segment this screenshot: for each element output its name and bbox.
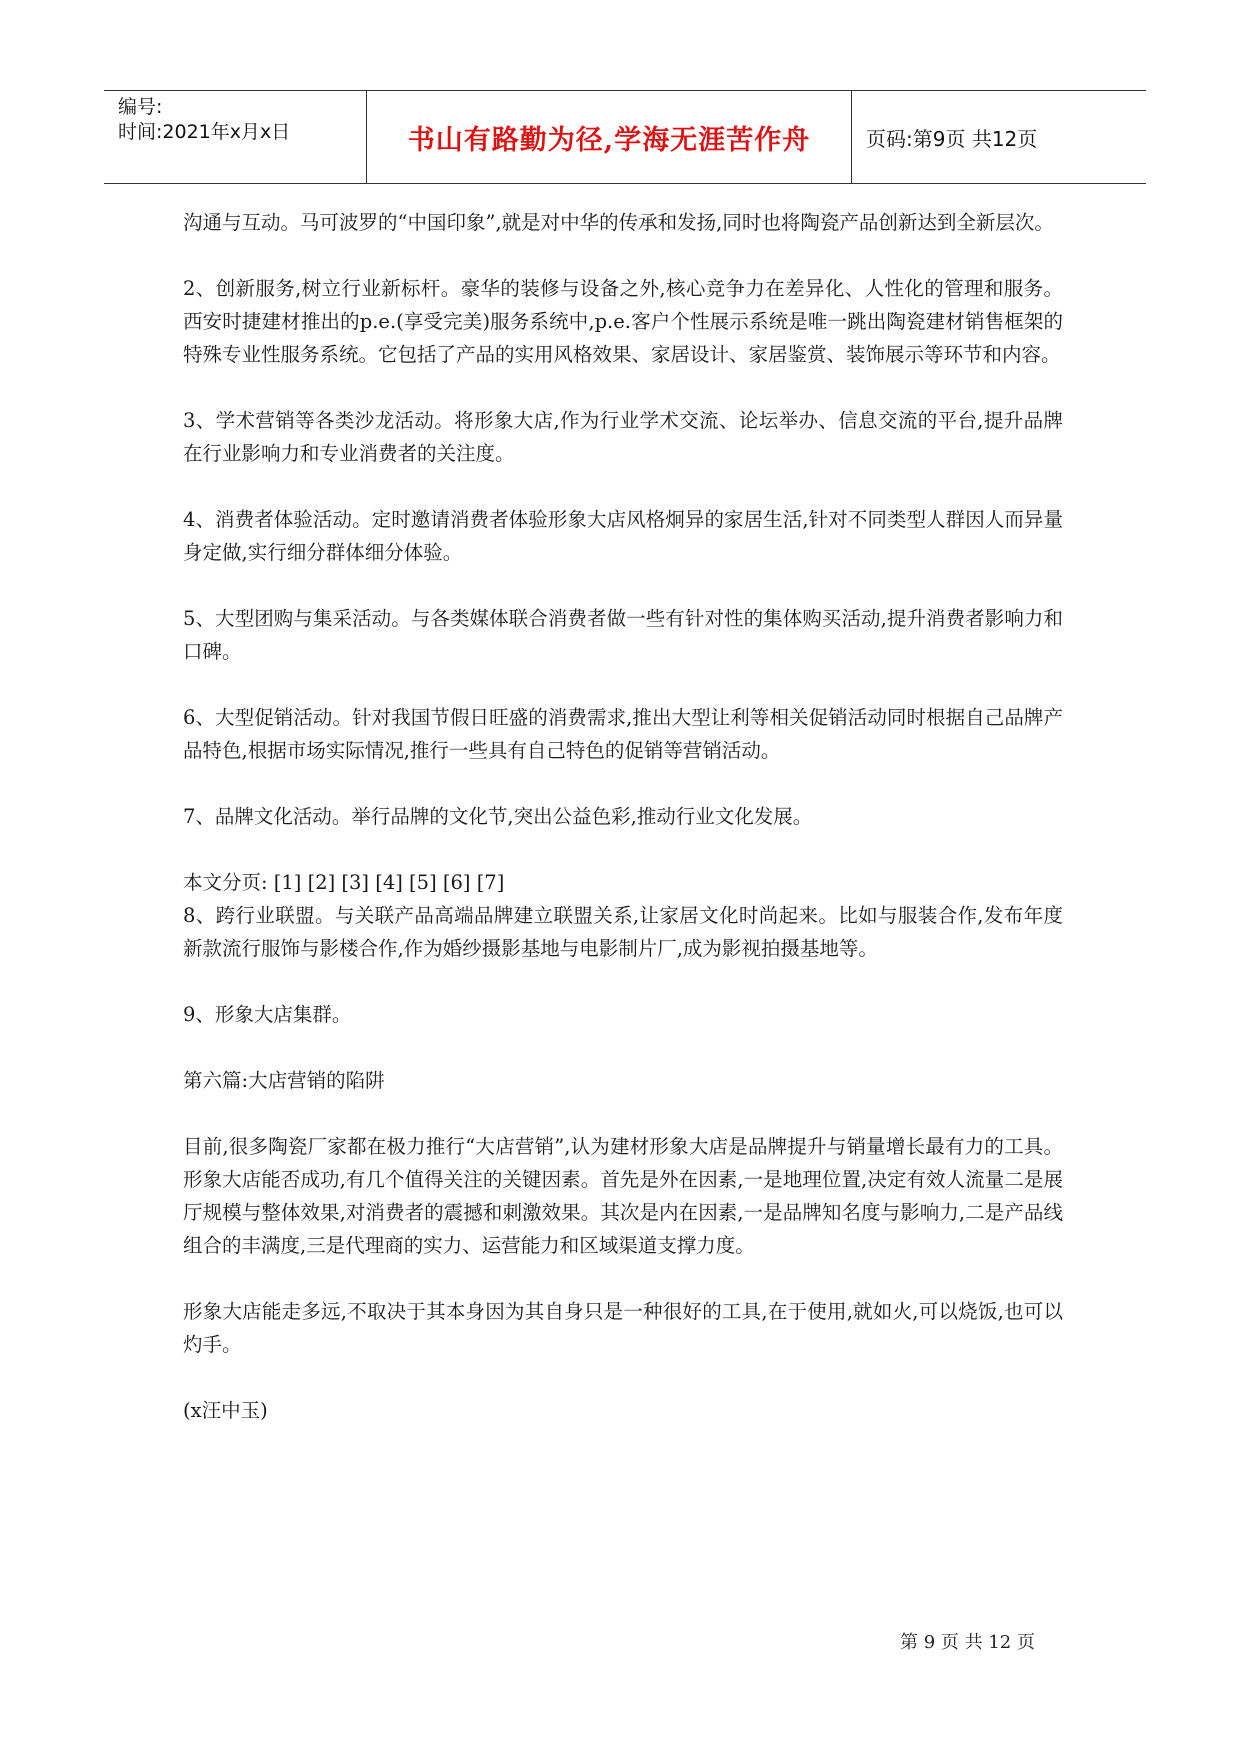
paragraph: 9、形象大店集群。 [183, 1003, 352, 1026]
paragraph: 7、品牌文化活动。举行品牌的文化节,突出公益色彩,推动行业文化发展。 [183, 805, 813, 828]
pagination-links[interactable]: 本文分页: [1] [2] [3] [4] [5] [6] [7] [183, 871, 505, 894]
header-meta [104, 91, 367, 183]
page-footer: 第 9 页 共 12 页 [900, 1632, 1035, 1653]
paragraph: 沟通与互动。马可波罗的“中国印象”,就是对中华的传承和发扬,同时也将陶瓷产品创新达到全新层次。 [183, 211, 1054, 234]
paragraph: 6、大型促销活动。针对我国节假日旺盛的消费需求,推出大型让利等相关促销活动同时根据自己品牌产品特色,根据市场实际情况,推行一些具有自己特色的促销等营销活动。 [183, 706, 1063, 762]
paragraph: 形象大店能走多远,不取决于其本身因为其自身只是一种很好的工具,在于使用,就如火,可以烧饭,也可以灼手。 [183, 1300, 1063, 1356]
time-label: 时间:2021年x月x日 [118, 121, 291, 143]
document-body [183, 206, 1063, 1460]
paragraph: 4、消费者体验活动。定时邀请消费者体验形象大店风格炯异的家居生活,针对不同类型人群因人而异量身定做,实行细分群体细分体验。 [183, 508, 1063, 564]
paragraph: 目前,很多陶瓷厂家都在极力推行“大店营销”,认为建材形象大店是品牌提升与销量增长最有力的工具。形象大店能否成功,有几个值得关注的关键因素。首先是外在因素,一是地理位置,决定有效人流量二是展厅规模与整体效果,对消费者的震撼和刺激效果。其次是内在因素,一是品牌知名度与影响力,二是产品线组合的丰满度,三是代理商的实力、运营能力和区域渠道支撑力度。 [183, 1135, 1063, 1257]
paragraph: 5、大型团购与集采活动。与各类媒体联合消费者做一些有针对性的集体购买活动,提升消费者影响力和口碑。 [183, 607, 1063, 663]
header-motto: 书山有路勤为径,学海无涯苦作舟 [367, 91, 852, 183]
paragraph: 3、学术营销等各类沙龙活动。将形象大店,作为行业学术交流、论坛举办、信息交流的平台,提升品牌在行业影响力和专业消费者的关注度。 [183, 409, 1063, 465]
header-page-info: 页码:第9页 共12页 [866, 126, 1038, 151]
author-credit: (x汪中玉) [183, 1399, 268, 1422]
page-header [104, 90, 1146, 184]
section-heading: 第六篇:大店营销的陷阱 [183, 1069, 385, 1092]
paragraph: 8、跨行业联盟。与关联产品高端品牌建立联盟关系,让家居文化时尚起来。比如与服装合作,发布年度新款流行服饰与影楼合作,作为婚纱摄影基地与电影制片厂,成为影视拍摄基地等。 [183, 904, 1063, 960]
paragraph: 2、创新服务,树立行业新标杆。豪华的装修与设备之外,核心竞争力在差异化、人性化的管理和服务。西安时捷建材推出的p.e.(享受完美)服务系统中,p.e.客户个性展示系统是唯一跳出陶瓷建材销售框架的特殊专业性服务系统。它包括了产品的实用风格效果、家居设计、家居鉴赏、装饰展示等环节和内容。 [183, 277, 1063, 366]
number-label: 编号: [118, 96, 163, 118]
